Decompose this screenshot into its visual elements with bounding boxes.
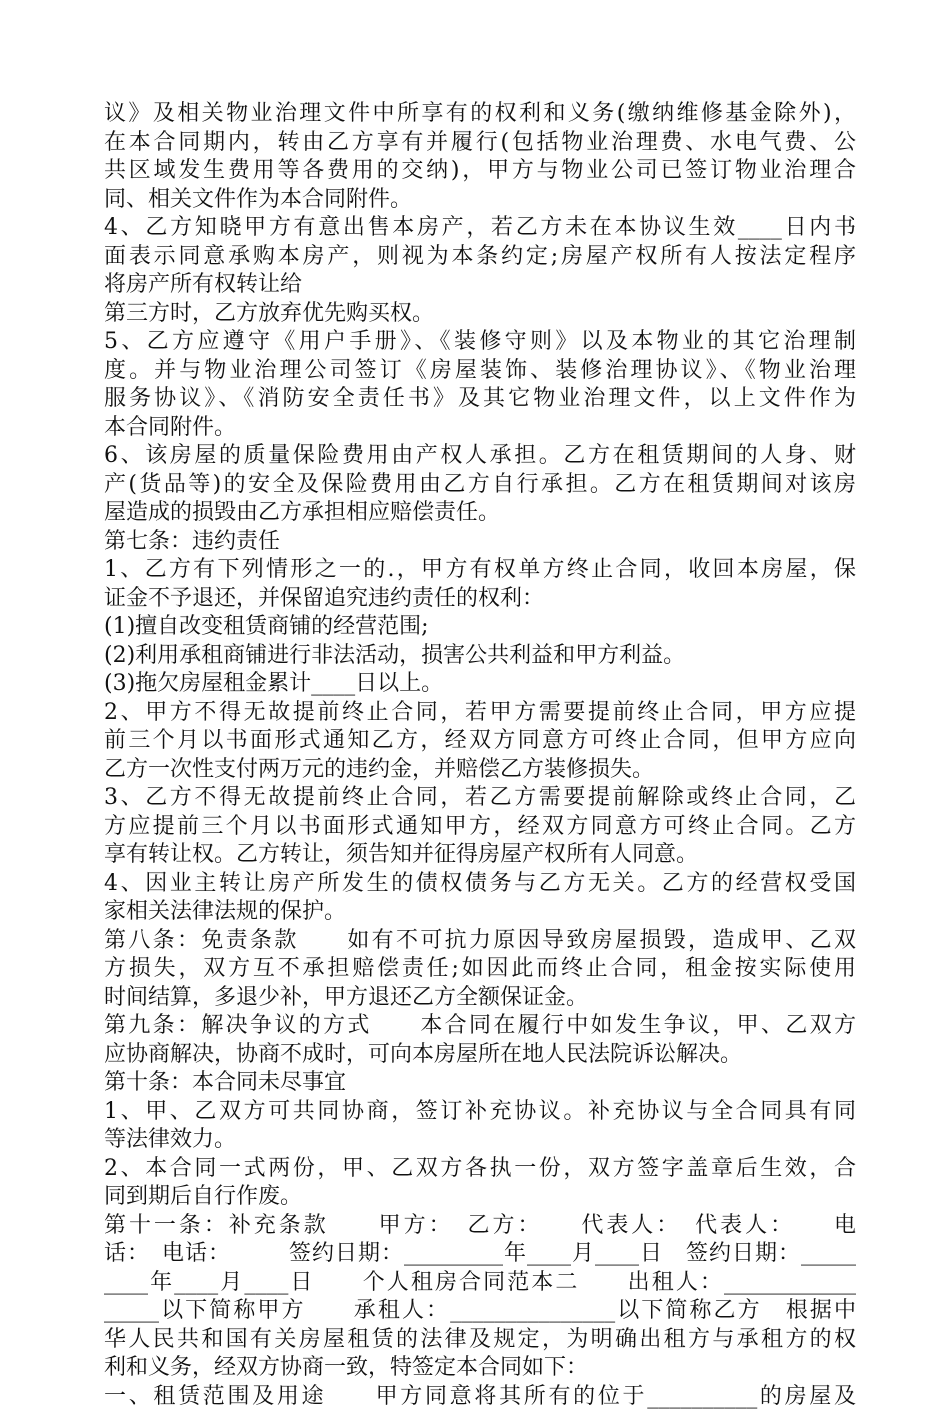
text-line: 产(货品等)的安全及保险费用由乙方自行承担。乙方在租赁期间对该房: [104, 471, 856, 500]
section-heading: 第八条：免责条款 如有不可抗力原因导致房屋损毁，造成甲、乙双: [104, 927, 856, 956]
text-line: 2、甲方不得无故提前终止合同，若甲方需要提前终止合同，甲方应提: [104, 699, 856, 728]
text-line: 家相关法律法规的保护。: [104, 898, 856, 927]
section-heading: 第十条：本合同未尽事宜: [104, 1069, 856, 1098]
contract-body: [104, 100, 856, 1411]
text-line: 利和义务，经双方协商一致，特签定本合同如下：: [104, 1354, 856, 1383]
section-heading: 第七条：违约责任: [104, 528, 856, 557]
text-line: 6、该房屋的质量保险费用由产权人承担。乙方在租赁期间的人身、财: [104, 442, 856, 471]
text-line: (3)拖欠房屋租金累计____日以上。: [104, 670, 856, 699]
text-line: 屋造成的损毁由乙方承担相应赔偿责任。: [104, 499, 856, 528]
text-line: 4、因业主转让房产所发生的债权债务与乙方无关。乙方的经营权受国: [104, 870, 856, 899]
text-line: (2)利用承租商铺进行非法活动，损害公共利益和甲方利益。: [104, 642, 856, 671]
text-line: 华人民共和国有关房屋租赁的法律及规定，为明确出租方与承租方的权: [104, 1326, 856, 1355]
text-line: 证金不予退还，并保留追究违约责任的权利：: [104, 585, 856, 614]
text-line: 同到期后自行作废。: [104, 1183, 856, 1212]
text-line: 第三方时，乙方放弃优先购买权。: [104, 300, 856, 329]
text-line: 方损失，双方互不承担赔偿责任;如因此而终止合同，租金按实际使用: [104, 955, 856, 984]
text-line: 前三个月以书面形式通知乙方，经双方同意方可终止合同，但甲方应向: [104, 727, 856, 756]
text-line: 度。并与物业治理公司签订《房屋装饰、装修治理协议》、《物业治理: [104, 357, 856, 386]
text-line: 应协商解决，协商不成时，可向本房屋所在地人民法院诉讼解决。: [104, 1041, 856, 1070]
signature-line: ____年____月____日 个人租房合同范本二 出租人：____________: [104, 1269, 856, 1298]
text-line: 4、乙方知晓甲方有意出售本房产，若乙方未在本协议生效____日内书: [104, 214, 856, 243]
text-line: 1、乙方有下列情形之一的.，甲方有权单方终止合同，收回本房屋，保: [104, 556, 856, 585]
text-line: 议》及相关物业治理文件中所享有的权利和义务(缴纳维修基金除外)，: [104, 100, 856, 129]
text-line: 2、本合同一式两份，甲、乙双方各执一份，双方签字盖章后生效，合: [104, 1155, 856, 1184]
text-line: 方应提前三个月以书面形式通知甲方，经双方同意方可终止合同。乙方: [104, 813, 856, 842]
text-line: 面表示同意承购本房产，则视为本条约定;房屋产权所有人按法定程序: [104, 243, 856, 272]
text-line: 将房产所有权转让给: [104, 271, 856, 300]
text-line: 1、甲、乙双方可共同协商，签订补充协议。补充协议与全合同具有同: [104, 1098, 856, 1127]
text-line: 3、乙方不得无故提前终止合同，若乙方需要提前解除或终止合同，乙: [104, 784, 856, 813]
text-line: 在本合同期内，转由乙方享有并履行(包括物业治理费、水电气费、公: [104, 129, 856, 158]
signature-line: 话： 电话： 签约日期：_________年____月____日 签约日期：_____: [104, 1240, 856, 1269]
text-line: 同、相关文件作为本合同附件。: [104, 186, 856, 215]
text-line: 乙方一次性支付两万元的违约金，并赔偿乙方装修损失。: [104, 756, 856, 785]
section-heading: 一、租赁范围及用途 甲方同意将其所有的位于__________的房屋及: [104, 1383, 856, 1411]
text-line: 共区域发生费用等各费用的交纳)，甲方与物业公司已签订物业治理合: [104, 157, 856, 186]
text-line: 时间结算，多退少补，甲方退还乙方全额保证金。: [104, 984, 856, 1013]
text-line: 5、乙方应遵守《用户手册》、《装修守则》以及本物业的其它治理制: [104, 328, 856, 357]
text-line: 享有转让权。乙方转让，须告知并征得房屋产权所有人同意。: [104, 841, 856, 870]
text-line: 本合同附件。: [104, 414, 856, 443]
section-heading: 第十一条：补充条款 甲方： 乙方： 代表人： 代表人： 电: [104, 1212, 856, 1241]
text-line: (1)擅自改变租赁商铺的经营范围;: [104, 613, 856, 642]
text-line: _____以下简称甲方 承租人：_______________以下简称乙方 根据中: [104, 1297, 856, 1326]
text-line: 服务协议》、《消防安全责任书》及其它物业治理文件，以上文件作为: [104, 385, 856, 414]
text-line: 等法律效力。: [104, 1126, 856, 1155]
section-heading: 第九条：解决争议的方式 本合同在履行中如发生争议，甲、乙双方: [104, 1012, 856, 1041]
